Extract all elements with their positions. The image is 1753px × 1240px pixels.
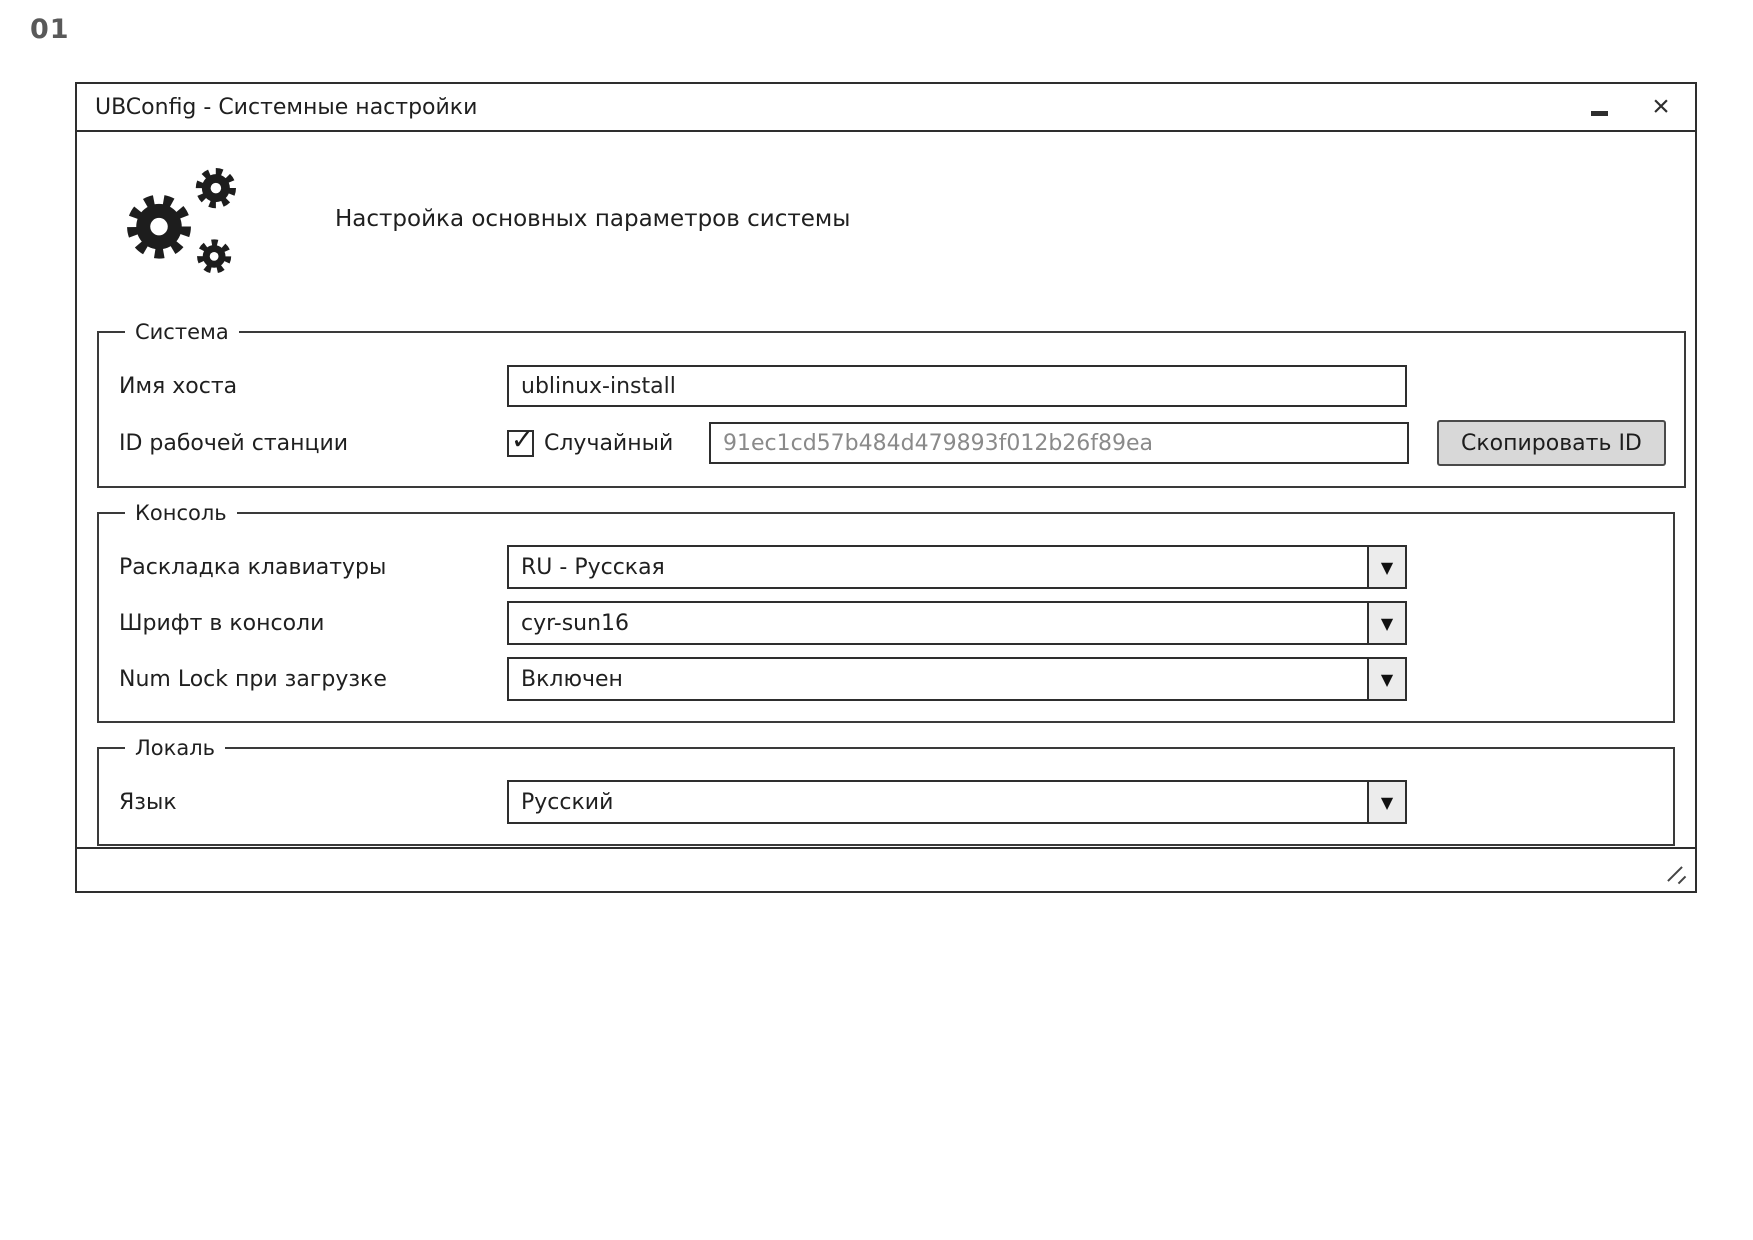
random-id-checkbox[interactable]	[507, 423, 693, 457]
group-system	[97, 320, 1686, 488]
numlock-select[interactable]	[507, 657, 1407, 701]
hostname-input[interactable]	[507, 365, 1407, 407]
group-locale-legend: Локаль	[135, 736, 215, 760]
header-row	[117, 158, 1675, 290]
group-system-legend: Система	[135, 320, 229, 344]
window-subtitle: Настройка основных параметров системы	[335, 206, 851, 232]
language-select[interactable]	[507, 780, 1407, 824]
workstation-id-row	[119, 420, 1666, 466]
numlock-value: Включен	[521, 666, 623, 692]
gears-icon	[117, 158, 257, 290]
console-font-row	[119, 601, 1655, 645]
chevron-down-icon[interactable]: ▼	[1367, 603, 1405, 643]
keyboard-layout-row	[119, 545, 1655, 589]
page-index: 01	[30, 14, 70, 45]
language-label: Язык	[119, 789, 177, 815]
close-icon: ×	[1652, 90, 1670, 123]
chevron-down-icon[interactable]: ▼	[1367, 659, 1405, 699]
status-bar	[77, 847, 1695, 891]
numlock-row	[119, 657, 1655, 701]
copy-id-button[interactable]: Скопировать ID	[1437, 420, 1666, 466]
window-titlebar[interactable]	[77, 84, 1695, 132]
group-locale	[97, 736, 1675, 846]
window-title: UBConfig - Системные настройки	[95, 94, 478, 120]
keyboard-layout-value: RU - Русская	[521, 554, 665, 580]
group-console	[97, 501, 1675, 723]
minimize-button[interactable]	[1583, 91, 1615, 123]
keyboard-layout-select[interactable]	[507, 545, 1407, 589]
language-value: Русский	[521, 789, 614, 815]
chevron-down-icon[interactable]: ▼	[1367, 782, 1405, 822]
console-font-select[interactable]	[507, 601, 1407, 645]
console-font-value: cyr-sun16	[521, 610, 630, 636]
close-button[interactable]	[1645, 91, 1677, 123]
window-controls	[1583, 91, 1677, 123]
language-row	[119, 780, 1655, 824]
hostname-row	[119, 364, 1666, 408]
keyboard-layout-label: Раскладка клавиатуры	[119, 554, 387, 580]
chevron-down-icon[interactable]: ▼	[1367, 547, 1405, 587]
ubconfig-window	[75, 82, 1697, 893]
workstation-id-label: ID рабочей станции	[119, 430, 349, 456]
hostname-label: Имя хоста	[119, 373, 238, 399]
workstation-id-input	[709, 422, 1409, 464]
group-console-legend: Консоль	[135, 501, 227, 525]
checkbox-box: ✓	[507, 430, 534, 457]
random-id-checkbox-label: Случайный	[544, 430, 674, 456]
minimize-icon	[1591, 111, 1608, 116]
console-font-label: Шрифт в консоли	[119, 610, 325, 636]
numlock-label: Num Lock при загрузке	[119, 666, 387, 692]
window-content	[77, 132, 1695, 847]
resize-grip-icon[interactable]	[1661, 861, 1687, 885]
